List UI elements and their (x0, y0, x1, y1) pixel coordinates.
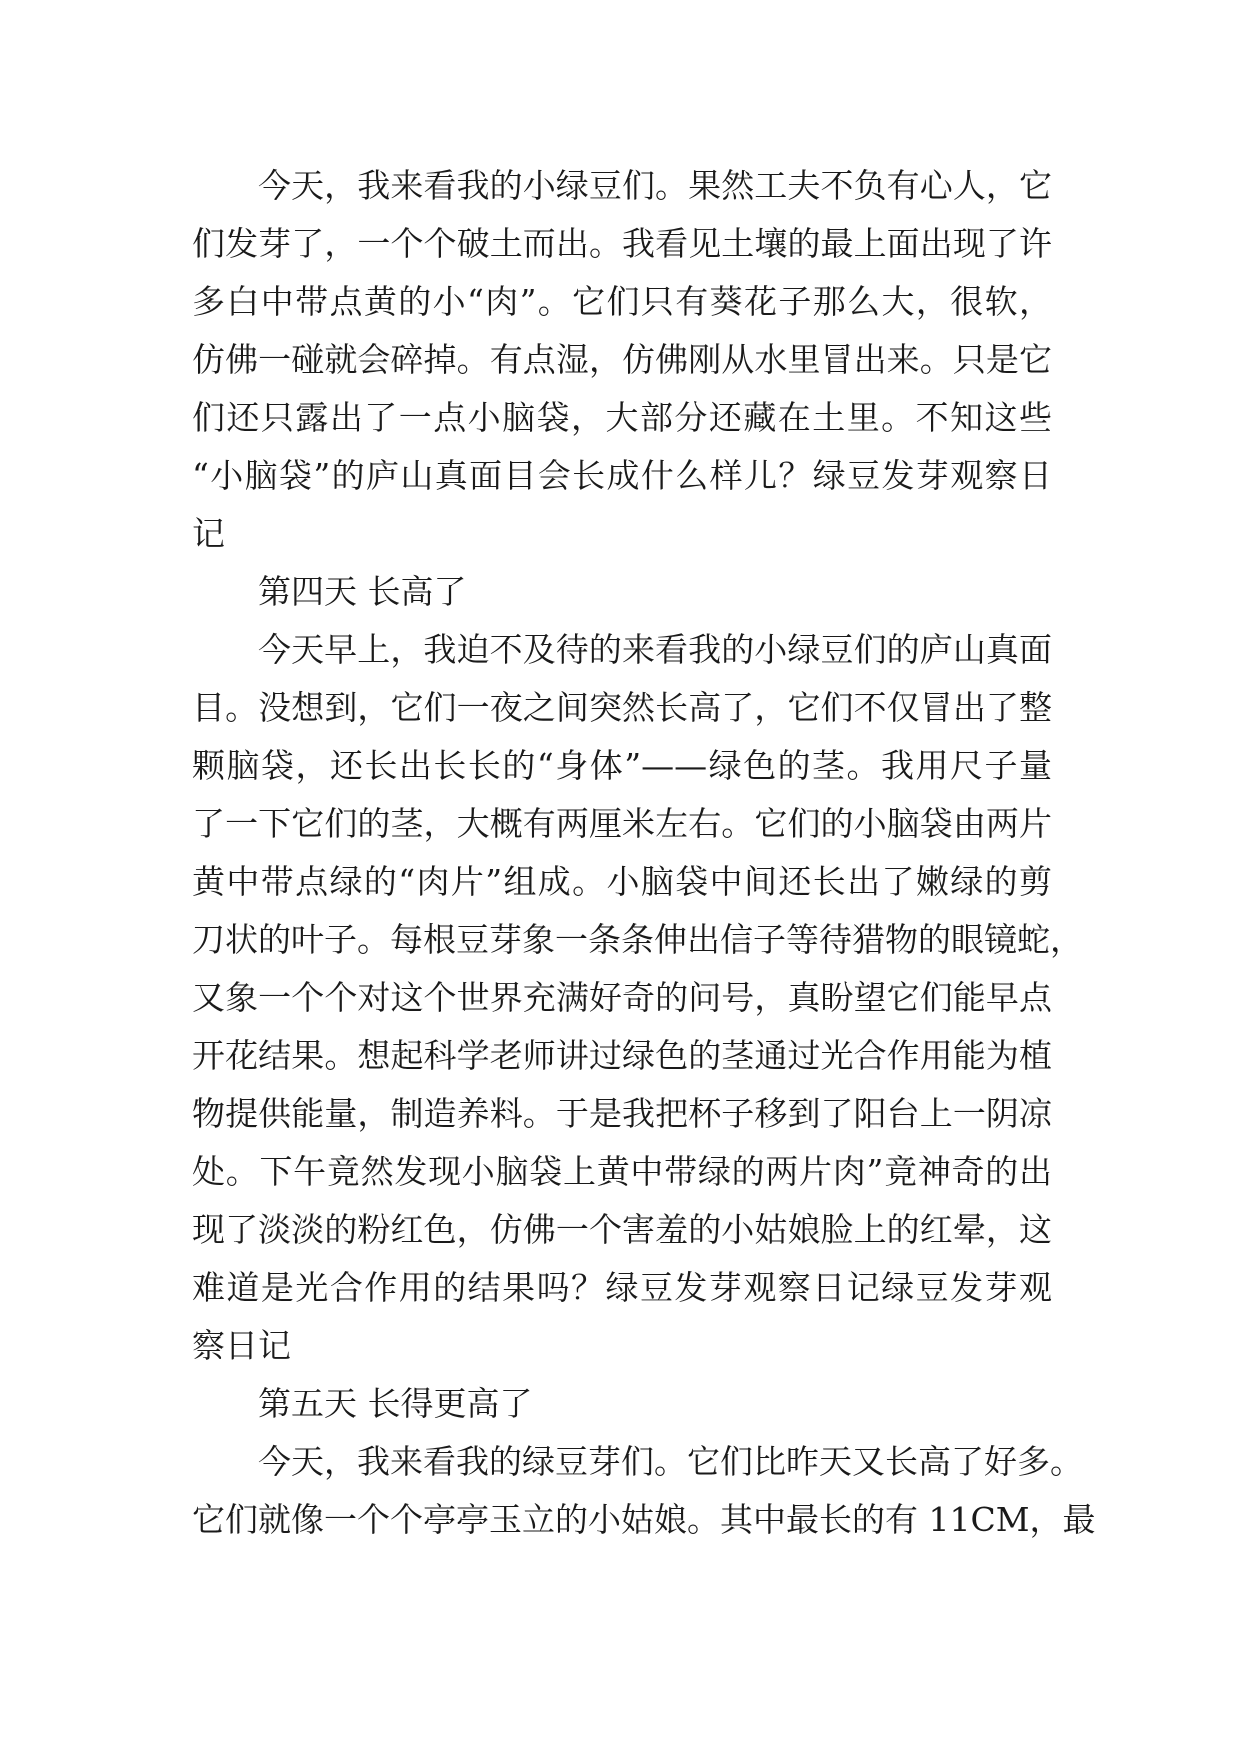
paragraph-line: 了一下它们的茎，大概有两厘米左右。它们的小脑袋由两片 (192, 804, 1052, 843)
paragraph-line: 今天早上，我迫不及待的来看我的小绿豆们的庐山真面 (258, 630, 1052, 669)
section-heading: 第五天 长得更高了 (258, 1384, 533, 1423)
paragraph-line: 今天，我来看我的绿豆芽们。它们比昨天又长高了好多。 (258, 1442, 1083, 1481)
paragraph-line: 物提供能量，制造养料。于是我把杯子移到了阳台上一阴凉 (192, 1094, 1052, 1133)
paragraph-line: 记 (192, 514, 225, 553)
paragraph-line: 它们就像一个个亭亭玉立的小姑娘。其中最长的有 11CM，最 (192, 1500, 1096, 1539)
paragraph-line: 们还只露出了一点小脑袋，大部分还藏在土里。不知这些 (192, 398, 1052, 437)
paragraph-line: 开花结果。想起科学老师讲过绿色的茎通过光合作用能为植 (192, 1036, 1052, 1075)
paragraph-line: 多白中带点黄的小“肉”。它们只有葵花子那么大，很软， (192, 282, 1052, 321)
paragraph-line: 刀状的叶子。每根豆芽象一条条伸出信子等待猎物的眼镜蛇， (192, 920, 1083, 959)
paragraph-line: 察日记 (192, 1326, 291, 1365)
paragraph-line: 难道是光合作用的结果吗？绿豆发芽观察日记绿豆发芽观 (192, 1268, 1052, 1307)
paragraph-line: 又象一个个对这个世界充满好奇的问号，真盼望它们能早点 (192, 978, 1052, 1017)
paragraph-line: 仿佛一碰就会碎掉。有点湿，仿佛刚从水里冒出来。只是它 (192, 340, 1052, 379)
paragraph-line: 目。没想到，它们一夜之间突然长高了，它们不仅冒出了整 (192, 688, 1052, 727)
paragraph-line: 黄中带点绿的“肉片”组成。小脑袋中间还长出了嫩绿的剪 (192, 862, 1052, 901)
paragraph-line: 们发芽了，一个个破土而出。我看见土壤的最上面出现了许 (192, 224, 1052, 263)
section-heading: 第四天 长高了 (258, 572, 467, 611)
paragraph-line: 今天，我来看我的小绿豆们。果然工夫不负有心人，它 (258, 166, 1052, 205)
paragraph-line: 现了淡淡的粉红色，仿佛一个害羞的小姑娘脸上的红晕，这 (192, 1210, 1052, 1249)
paragraph-line: 颗脑袋，还长出长长的“身体”——绿色的茎。我用尺子量 (192, 746, 1052, 785)
paragraph-line: 处。下午竟然发现小脑袋上黄中带绿的两片肉”竟神奇的出 (192, 1152, 1052, 1191)
paragraph-line: “小脑袋”的庐山真面目会长成什么样儿？绿豆发芽观察日 (192, 456, 1052, 495)
